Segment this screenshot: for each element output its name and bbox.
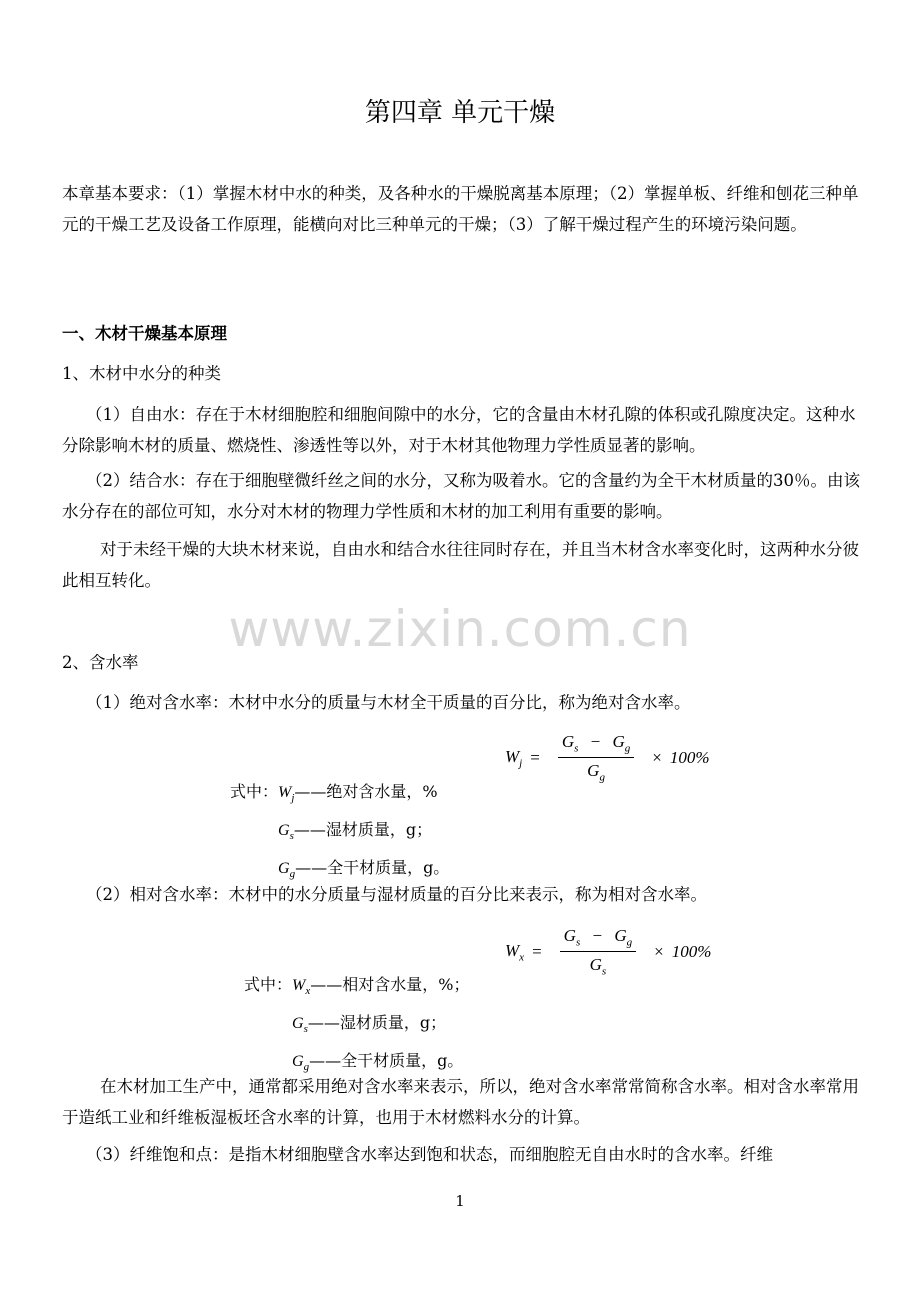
page-number: 1 xyxy=(455,1192,465,1210)
fraction-numerator: $G_s - G_g$ xyxy=(558,732,634,758)
times-sign: × xyxy=(654,941,664,961)
formula-legend-absolute xyxy=(230,776,449,891)
paragraph-relative-moisture: （2）相对含水率：木材中的水分质量与湿材质量的百分比来表示，称为相对含水率。 xyxy=(86,885,707,904)
formula-legend-relative xyxy=(244,969,469,1084)
equals-sign: = xyxy=(532,941,542,961)
subsection-heading-moisture-content: 2、含水率 xyxy=(62,653,139,672)
legend-row: 式中：$W_j——$绝对含水量，% xyxy=(230,782,438,805)
times-sign: × xyxy=(652,747,662,767)
fraction-denominator: $G_g$ xyxy=(587,761,605,784)
paragraph-free-water: （1）自由水：存在于木材细胞腔和细胞间隙中的水分，它的含量由木材孔隙的体积或孔隙度决定。这种水分除影响木材的质量、燃烧性、渗透性等以外，对于木材其他物理力学性质显著的影响。 xyxy=(62,405,856,455)
paragraph-bound-water: （2）结合水：存在于细胞壁微纤丝之间的水分，又称为吸着水。它的含量约为全干木材质量的30％。由该水分存在的部位可知，水分对木材的物理力学性质和木材的加工利用有重要的影响。 xyxy=(62,471,860,521)
legend-row: $G_g——$全干材质量，g。 xyxy=(292,1051,464,1074)
formula-absolute-moisture xyxy=(505,732,710,784)
equals-sign: = xyxy=(530,747,540,767)
legend-row: $G_s——$湿材质量，g； xyxy=(278,820,433,843)
chapter-title: 第四章 单元干燥 xyxy=(364,98,556,128)
legend-row: $G_s——$湿材质量，g； xyxy=(292,1013,447,1036)
fraction-denominator: $G_s$ xyxy=(589,955,607,978)
percent-value: 100% xyxy=(671,941,712,961)
legend-row: 式中：$W_x——$相对含水量，%； xyxy=(244,975,470,998)
paragraph-absolute-moisture: （1）绝对含水率：木材中水分的质量与木材全干质量的百分比，称为绝对含水率。 xyxy=(86,693,691,712)
fraction-numerator: $G_s - G_g$ xyxy=(560,926,636,952)
paragraph-moisture-usage: 在木材加工生产中，通常都采用绝对含水率来表示，所以，绝对含水率常常简称含水率。相对含水率常用于造纸工业和纤维板湿板坯含水率的计算，也用于木材燃料水分的计算。 xyxy=(62,1077,859,1127)
subsection-heading-water-types: 1、木材中水分的种类 xyxy=(62,364,221,383)
formula-lhs: $W_j$ xyxy=(505,746,523,770)
legend-row: $G_g——$全干材质量，g。 xyxy=(278,858,450,881)
formula-lhs: $W_x$ xyxy=(505,940,525,964)
section-heading: 一、木材干燥基本原理 xyxy=(62,324,227,343)
fraction xyxy=(558,732,634,784)
watermark: www.zixin.com.cn xyxy=(228,600,692,658)
paragraph-water-conversion: 对于未经干燥的大块木材来说，自由水和结合水往往同时存在，并且当木材含水率变化时，这两种水分彼此相互转化。 xyxy=(62,540,859,590)
percent-value: 100% xyxy=(669,747,710,767)
formula-relative-moisture xyxy=(505,926,711,978)
chapter-requirements: 本章基本要求：（1）掌握木材中水的种类，及各种水的干燥脱离基本原理；（2）掌握单板、纤维和刨花三种单元的干燥工艺及设备工作原理，能横向对比三种单元的干燥；（3）了解干燥过程产生的环境污染问题。 xyxy=(62,184,859,234)
fraction xyxy=(560,926,636,978)
paragraph-fiber-saturation: （3）纤维饱和点：是指木材细胞壁含水率达到饱和状态，而细胞腔无自由水时的含水率。纤维 xyxy=(86,1145,773,1164)
